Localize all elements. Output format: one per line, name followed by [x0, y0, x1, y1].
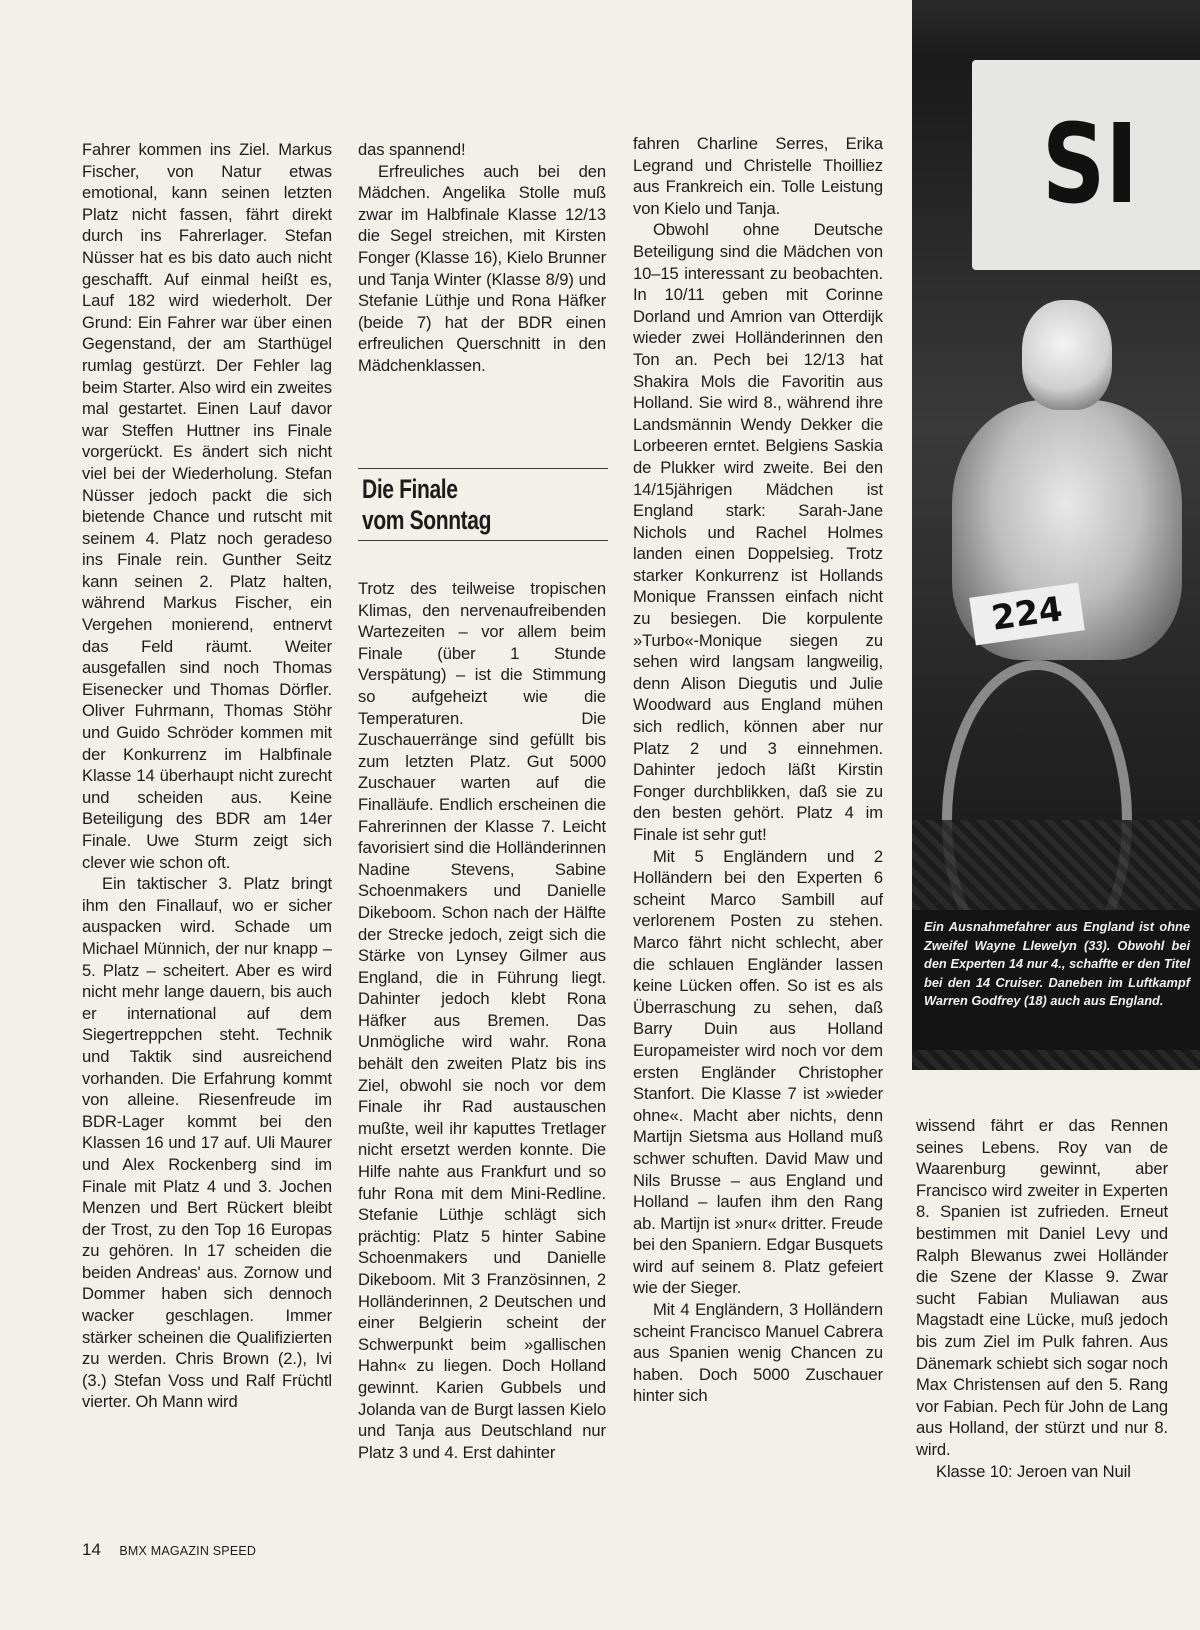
- page-footer: [82, 1540, 256, 1560]
- page-number: 14: [82, 1540, 101, 1559]
- heading-rule-bottom: [358, 540, 608, 541]
- paragraph: fahren Charline Serres, Erika Legrand und Christelle Thoilliez aus Frankreich ein. Tolle Leistung von Kielo und Tanja.: [633, 134, 883, 218]
- section-heading: [362, 474, 549, 536]
- section-heading-line-1: Die Finale: [362, 474, 458, 504]
- text-column-1: [82, 139, 332, 1413]
- paragraph: Mit 5 Engländern und 2 Holländern bei den Experten 6 scheint Marco Sambill auf verlorenem Posten zu stehen. Marco fährt nicht schlecht, aber die schlauen Engländer lassen keine Lücken offen. So ist es als Überraschung zu sehen, daß Barry Duin aus Holland Europameister wird noch vor dem ersten Engländer Christopher Stanfort. Die Klasse 7 ist »wieder ohne«. Macht aber nichts, denn Martijn Sietsma aus Holland muß schwer schuften. David Maw und Nils Brusse – aus England und Holland – laufen ihm den Rang ab. Martijn ist »nur« dritter. Freude bei den Spaniern. Edgar Busquets wird auf seinem 8. Platz gefeiert wie der Sieger.: [633, 846, 883, 1298]
- text-column-2-bottom: [358, 578, 606, 1463]
- paragraph: Obwohl ohne Deutsche Beteiligung sind die Mädchen von 10–15 interessant zu beobachten. In 10/11 geben mit Corinne Dorland und Amrion van Otterdijk wieder zwei Holländerinnen den Ton an. Pech bei 12/13 hat Shakira Mols die Favoritin aus Holland. Sie wird 8., während ihre Landsmännin Wendy Dekker die Lorbeeren erntet. Belgiens Saskia de Plukker wird zweite. Bei den 14/15jährigen Mädchen ist England stark: Sarah-Jane Nichols und Rachel Holmes landen einen Doppelsieg. Trotz starker Konkurrenz ist Hollands Monique Franssen einfach nicht zu besiegen. Die korpulente »Turbo«-Monique siegen zu sehen wird langsam langweilig, denn Alison Diegutis und Julie Woodward aus England mühen sich redlich, können aber nur Platz 2 und 3 einnehmen. Dahinter jedoch läßt Kirstin Fonger durchblikken, daß sie zu den besten gehört. Platz 4 im Finale ist sehr gut!: [633, 220, 883, 844]
- paragraph: Klasse 10: Jeroen van Nuil: [936, 1461, 1131, 1481]
- photo-sign-text: SI: [1042, 100, 1139, 228]
- text-column-3: [633, 133, 883, 1407]
- photo-caption: Ein Ausnahmefahrer aus England ist ohne Zweifel Wayne Llewelyn (33). Obwohl bei den Experten 14 nur 4., schaffte er den Titel bei den 14 Cruiser. Daneben im Luftkampf Warren Godfrey (18) auch aus England.: [912, 910, 1200, 1050]
- text-column-4: [916, 1115, 1168, 1482]
- paragraph: Trotz des teilweise tropischen Klimas, den nervenaufreibenden Wartezeiten – vor allem beim Finale (über 1 Stunde Verspätung) – ist die Stimmung so aufgeheizt wie die Temperaturen. Die Zuschauerränge sind gefüllt bis zum letzten Platz. Gut 5000 Zuschauer warten auf die Finalläufe. Endlich erscheinen die Fahrerinnen der Klasse 7. Leicht favorisiert sind die Holländerinnen Nadine Stevens, Sabine Schoenmakers und Danielle Dikeboom. Schon nach der Hälfte der Strecke jedoch, zeigt sich die Stärke von Lynsey Gilmer aus England, die in Führung liegt. Dahinter jedoch klebt Rona Häfker aus Bremen. Das Unmögliche wird wahr. Rona behält den zweiten Platz bis ins Ziel, obwohl sie noch vor dem Finale ihr Rad austauschen mußte, weil ihr kaputtes Tretlager nicht ersetzt werden konnte. Die Hilfe nahte aus Frankfurt und so fuhr Rona mit dem Mini-Redline. Stefanie Lüthje schlägt sich prächtig: Platz 5 hinter Sabine Schoenmakers und Danielle Dikeboom. Mit 3 Französinnen, 2 Holländerinnen, 2 Deutschen und einer Belgierin scheint der Schwerpunkt beim »gallischen Hahn« zu liegen. Doch Holland gewinnt. Karien Gubbels und Jolanda van de Burgt lassen Kielo und Tanja aus Deutschland nur Platz 3 und 4. Erst dahinter: [358, 579, 606, 1462]
- photo-number-plate: 224: [969, 583, 1085, 646]
- paragraph: Erfreuliches auch bei den Mädchen. Angelika Stolle muß zwar im Halbfinale Klasse 12/13 die Segel streichen, mit Kirsten Fonger (Klasse 16), Kielo Brunner und Tanja Winter (Klasse 8/9) und Stefanie Lüthje und Rona Häfker (beide 7) hat der BDR einen erfreulichen Querschnitt in den Mädchenklassen.: [358, 161, 606, 375]
- paragraph: Ein taktischer 3. Platz bringt ihm den Finallauf, wo er sicher auspacken wird. Schade um Michael Münnich, der nur knapp – 5. Platz – scheitert. Aber es wird nicht mehr lange dauern, bis auch er international auf dem Siegertreppchen steht. Technik und Taktik sind ausreichend vorhanden. Die Erfahrung kommt von alleine. Riesenfreude im BDR-Lager kommt bei den Klassen 16 und 17 auf. Uli Maurer und Alex Rockenberg sind im Finale mit Platz 4 und 3. Jochen Menzen und Bert Rückert bleibt der Trost, zu den Top 16 Europas zu gehören. In 17 scheiden die beiden Andreas' aus. Zornow und Dommer haben sich dennoch wacker geschlagen. Immer stärker scheinen die Qualifizierten zu werden. Chris Brown (2.), Ivi (3.) Stefan Voss und Ralf Früchtl vierter. Oh Mann wird: [82, 874, 332, 1412]
- heading-rule-top: [358, 468, 608, 469]
- section-heading-line-2: vom Sonntag: [362, 505, 492, 535]
- magazine-name: BMX MAGAZIN SPEED: [119, 1544, 257, 1558]
- paragraph: Mit 4 Engländern, 3 Holländern scheint Francisco Manuel Cabrera aus Spanien wenig Chancen zu haben. Doch 5000 Zuschauer hinter sich: [633, 1300, 883, 1406]
- paragraph: das spannend!: [358, 140, 466, 159]
- paragraph: wissend fährt er das Rennen seines Lebens. Roy van de Waarenburg gewinnt, aber Francisco wird zweiter in Experten 8. Spanien ist zufrieden. Erneut bestimmen mit Daniel Levy und Ralph Blewanus zwei Holländer die Szene der Klasse 9. Zwar sucht Fabian Muliawan aus Magstadt eine Lücke, muß jedoch bis zum Ziel im Pulk fahren. Aus Dänemark schiebt sich sogar noch Max Christensen auf den 5. Rang vor Fabian. Pech für John de Lang aus Holland, der stürzt und nur 8. wird.: [916, 1116, 1168, 1459]
- text-column-2-top: [358, 139, 606, 377]
- paragraph: Fahrer kommen ins Ziel. Markus Fischer, von Natur etwas emotional, kann seinen letzten Platz nicht fassen, fährt direkt durch ins Fahrerlager. Stefan Nüsser hat es bis dato auch nicht geschafft. Auf einmal heißt es, Lauf 182 wird wiederholt. Der Grund: Ein Fahrer war über einen Gegenstand, der am Starthügel rumlag gestürzt. Der Fehler lag beim Starter. Also wird ein zweites mal gestartet. Einen Lauf davor war Steffen Huttner ins Finale vorgerückt. Es ändert sich nicht viel bei der Wiederholung. Stefan Nüsser jedoch packt die sich bietende Chance und rutscht mit seinem 4. Platz noch geradeso ins Finale rein. Gunther Seitz kann seinen 2. Platz halten, während Markus Fischer, ein Vergehen monierend, entnervt das Feld räumt. Weiter ausgefallen sind noch Thomas Eisenecker und Thomas Dörfler. Oliver Fuhrmann, Thomas Stöhr und Guido Schröder kommen mit der Konkurrenz im Halbfinale Klasse 14 überhaupt nicht zurecht und scheiden aus. Keine Beteiligung des BDR am 14er Finale. Uwe Sturm zeigt sich clever wie schon oft.: [82, 140, 332, 872]
- photo-rider-helmet: [1022, 300, 1112, 410]
